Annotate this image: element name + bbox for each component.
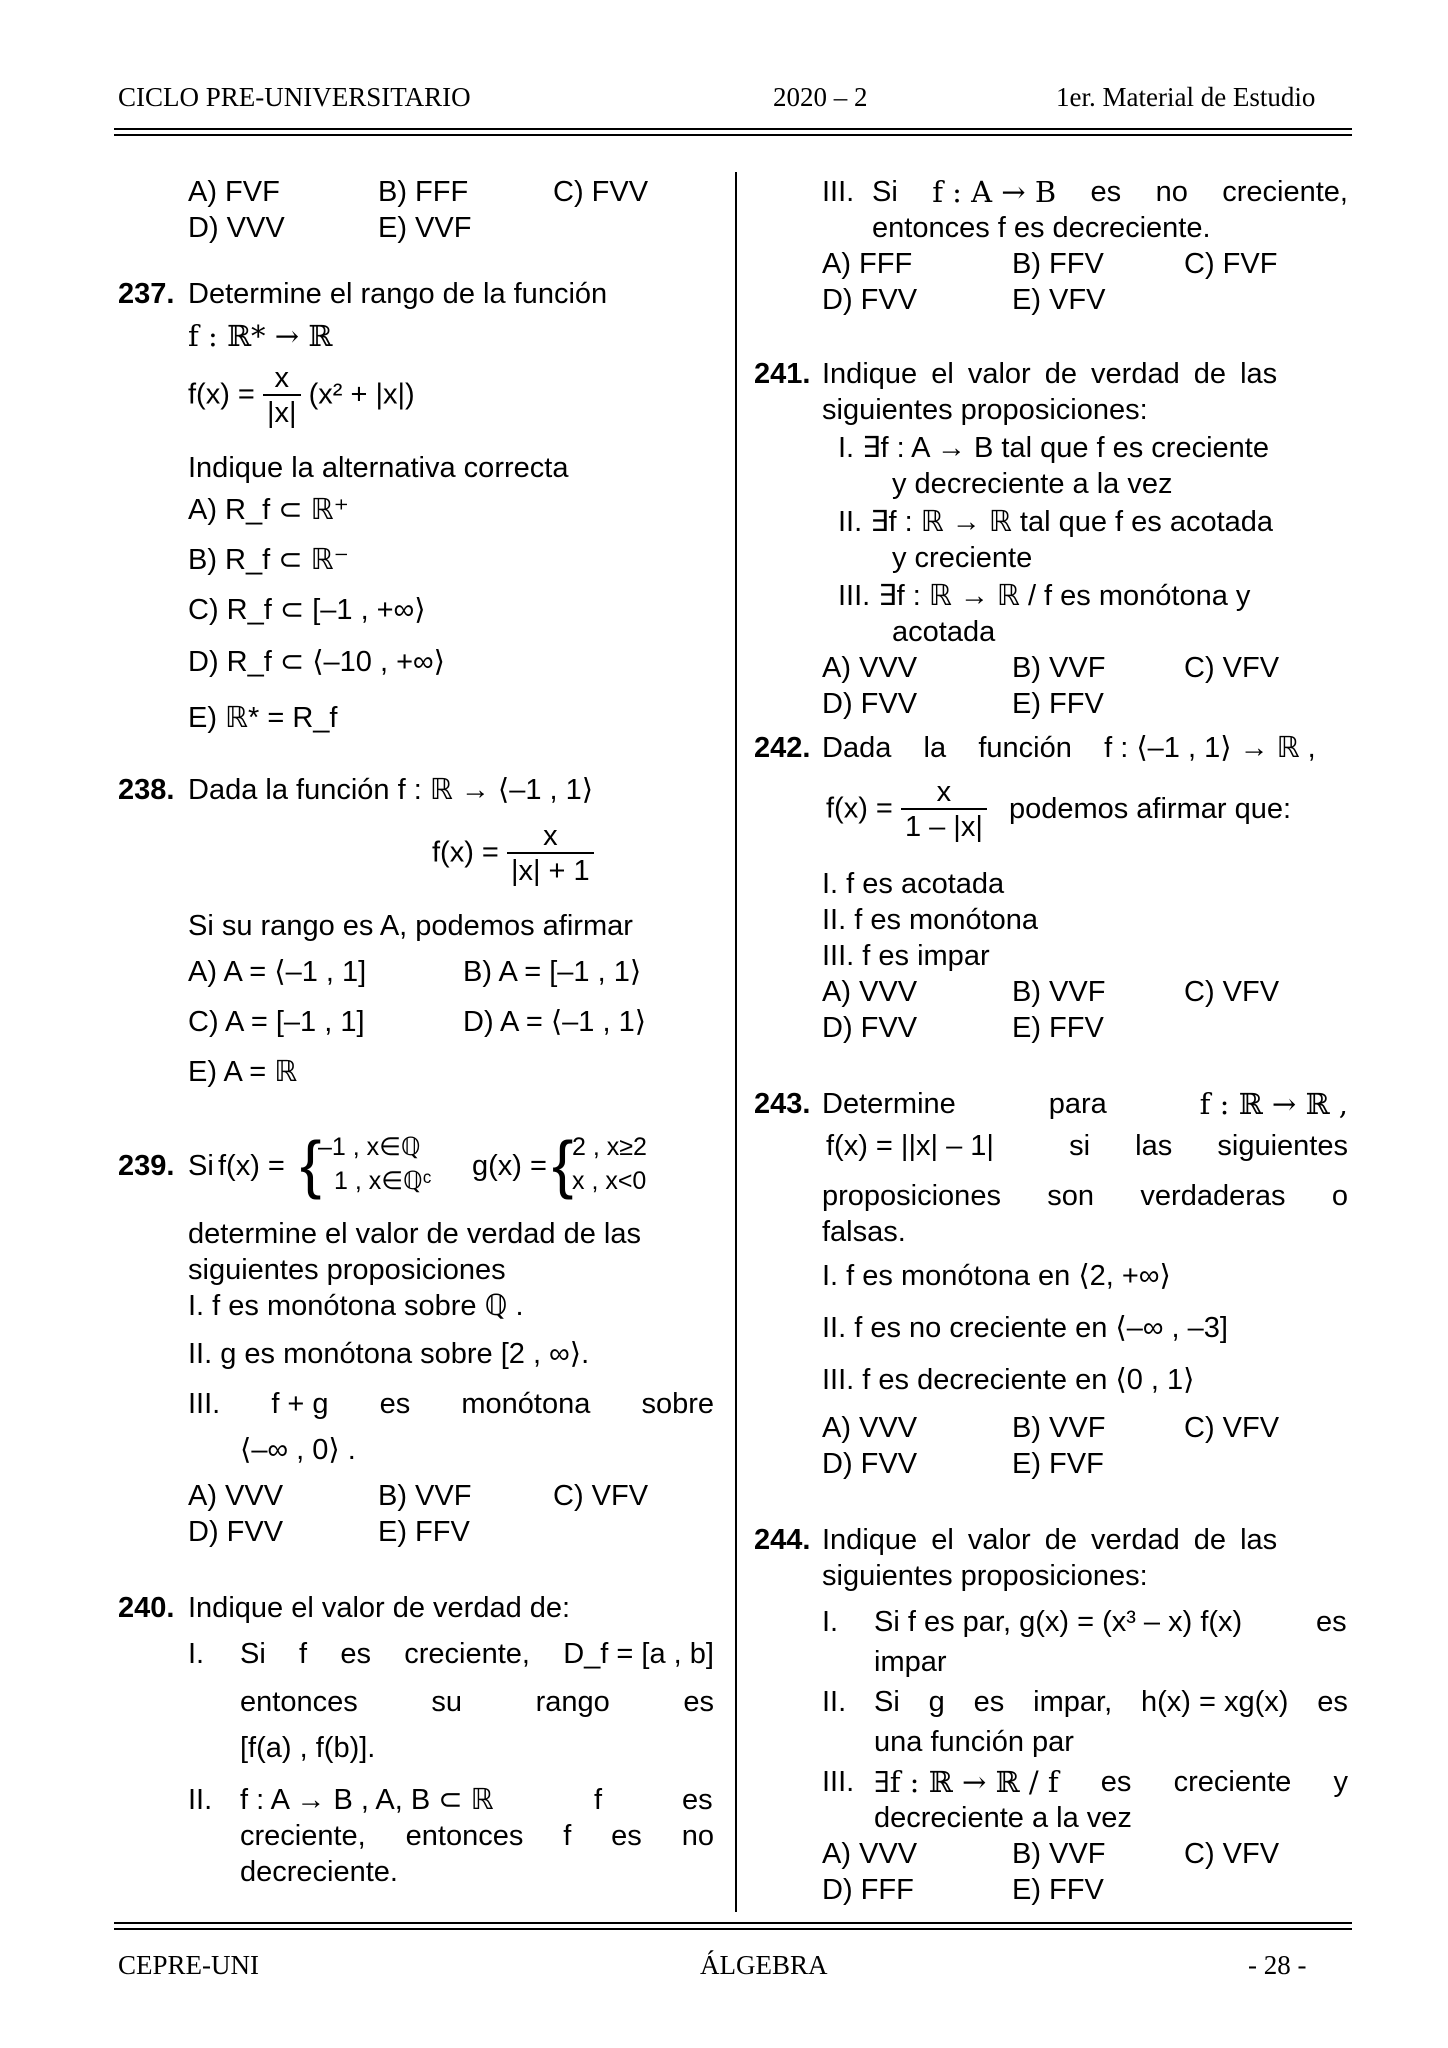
q242-number: 242. bbox=[754, 732, 811, 764]
header-period: 2020 – 2 bbox=[773, 82, 868, 112]
q243-verdaderas: verdaderas bbox=[1140, 1180, 1286, 1212]
q240-i3-creciente: creciente, bbox=[1222, 176, 1348, 208]
q239-prop3-es: es bbox=[379, 1388, 411, 1420]
q242-fx: f(x) = bbox=[826, 792, 893, 825]
q243-option-c: C) VFV bbox=[1184, 1412, 1280, 1444]
q238-option-e: E) A = ℝ bbox=[188, 1056, 298, 1088]
q241-option-c: C) VFV bbox=[1184, 652, 1280, 684]
q244-p2-hx: h(x) = xg(x) bbox=[1141, 1686, 1289, 1718]
q240-item2-num: II. bbox=[188, 1784, 213, 1816]
q240-item2-map: f : A → B , A, B ⊂ ℝ bbox=[240, 1784, 494, 1816]
q240-option-a: A) FFF bbox=[822, 248, 913, 280]
q244-p2-es: es bbox=[973, 1686, 1005, 1718]
q243-son: son bbox=[1047, 1180, 1095, 1212]
q238-option-c: C) A = [–1 , 1] bbox=[188, 1006, 365, 1038]
q243-siguientes: siguientes bbox=[1217, 1130, 1348, 1162]
q239-prop3-num: III. bbox=[188, 1388, 221, 1420]
q239-line1: determine el valor de verdad de las bbox=[188, 1218, 641, 1250]
q243-prop1: I. f es monótona en ⟨2, +∞⟩ bbox=[822, 1260, 1171, 1292]
header-course: CICLO PRE-UNIVERSITARIO bbox=[118, 82, 471, 112]
q239-prop2: II. g es monótona sobre [2 , ∞⟩. bbox=[188, 1338, 590, 1370]
q241-prop3: III. ∃f : ℝ → ℝ / f es monótona y bbox=[838, 580, 1251, 612]
q239-g-brace: { bbox=[552, 1128, 574, 1200]
q238-statement: Dada la función f : ℝ → ⟨–1 , 1⟩ bbox=[188, 774, 594, 806]
q244-prop1-num: I. bbox=[822, 1606, 839, 1638]
q241-prop3-cont: acotada bbox=[892, 616, 996, 648]
q241-option-e: E) FFV bbox=[1012, 688, 1104, 720]
footer-page-number: - 28 - bbox=[1248, 1950, 1307, 1980]
q243-o: o bbox=[1331, 1180, 1348, 1212]
q244-p3-creciente: creciente bbox=[1173, 1766, 1292, 1798]
q242-option-c: C) VFV bbox=[1184, 976, 1280, 1008]
q240-item3-line2: entonces f es decreciente. bbox=[872, 212, 1211, 244]
q239-option-a: A) VVV bbox=[188, 1480, 284, 1512]
q237-frac-num: x bbox=[274, 362, 289, 394]
q240-option-c: C) FVF bbox=[1184, 248, 1278, 280]
q239-g-case2: x , x<0 bbox=[572, 1167, 647, 1195]
q239-prop3-monotona: monótona bbox=[461, 1388, 591, 1420]
q239-fx: f(x) = bbox=[218, 1150, 285, 1182]
header-material: 1er. Material de Estudio bbox=[1056, 82, 1316, 112]
q242-frac-den: 1 – |x| bbox=[901, 808, 987, 844]
q242-option-d: D) FVV bbox=[822, 1012, 918, 1044]
q239-line2: siguientes proposiciones bbox=[188, 1254, 506, 1286]
q239-option-e: E) FFV bbox=[378, 1516, 470, 1548]
q242-prop3: III. f es impar bbox=[822, 940, 990, 972]
q240-item2-line3: decreciente. bbox=[240, 1856, 398, 1888]
q244-p2-si: Si bbox=[874, 1686, 900, 1718]
q240-i3-si: Si bbox=[872, 176, 898, 208]
q242-statement: Dada la función f : ⟨–1 , 1⟩ → ℝ , bbox=[822, 732, 1316, 764]
q242-option-e: E) FFV bbox=[1012, 1012, 1104, 1044]
q239-prop1: I. f es monótona sobre ℚ . bbox=[188, 1290, 524, 1322]
q243-line1 bbox=[822, 1086, 1348, 1123]
q244-p3-map: ∃f : ℝ → ℝ / f bbox=[874, 1765, 1059, 1799]
q239-f-case2: 1 , x∈ℚᶜ bbox=[334, 1167, 432, 1195]
q239-option-d: D) FVV bbox=[188, 1516, 284, 1548]
q238-option-a: A) A = ⟨–1 , 1] bbox=[188, 956, 367, 988]
q240-i2-entonces: entonces bbox=[405, 1820, 524, 1852]
footer-rule-top bbox=[114, 1922, 1352, 1924]
q244-option-e: E) FFV bbox=[1012, 1874, 1104, 1906]
q240-i2-creciente: creciente, bbox=[240, 1820, 366, 1852]
q243-line3 bbox=[822, 1178, 1348, 1215]
q240-option-d: D) FVV bbox=[822, 284, 918, 316]
q238-prompt: Si su rango es A, podemos afirmar bbox=[188, 910, 633, 942]
footer-subject: ÁLGEBRA bbox=[700, 1950, 828, 1980]
q240-item3-num: III. bbox=[822, 176, 855, 208]
q244-p2-impar: impar, bbox=[1033, 1686, 1113, 1718]
q239-f-brace: { bbox=[300, 1128, 322, 1200]
q244-option-a: A) VVV bbox=[822, 1838, 918, 1870]
q239-option-b: B) VVF bbox=[378, 1480, 472, 1512]
q243-map: f : ℝ → ℝ , bbox=[1199, 1087, 1348, 1121]
q241-number: 241. bbox=[754, 358, 811, 390]
q240-item1-num: I. bbox=[188, 1638, 205, 1670]
q240-item2-f: f bbox=[594, 1784, 603, 1816]
q238-fx: f(x) = bbox=[432, 836, 499, 869]
q243-line2 bbox=[826, 1128, 1348, 1165]
q240-i2-es2: es bbox=[611, 1820, 642, 1852]
q240-i1-rango: rango bbox=[535, 1686, 610, 1718]
q236-option-e: E) VVF bbox=[378, 212, 472, 244]
q242-formula bbox=[826, 776, 1291, 844]
q241-line2: siguientes proposiciones: bbox=[822, 394, 1148, 426]
q238-number: 238. bbox=[118, 774, 175, 806]
q244-prop2-line1 bbox=[874, 1684, 1348, 1721]
q240-item2-es: es bbox=[682, 1784, 713, 1816]
q239-si: Si bbox=[188, 1150, 214, 1182]
q242-tail: podemos afirmar que: bbox=[1008, 792, 1292, 825]
q244-p2-es2: es bbox=[1317, 1686, 1348, 1718]
q239-f-case1: –1 , x∈ℚ bbox=[318, 1133, 421, 1161]
q240-i3-es: es bbox=[1090, 176, 1122, 208]
q241-prop2: II. ∃f : ℝ → ℝ tal que f es acotada bbox=[838, 506, 1274, 538]
q243-para: para bbox=[1048, 1088, 1107, 1120]
q241-option-b: B) VVF bbox=[1012, 652, 1106, 684]
q244-prop1-impar: impar bbox=[874, 1646, 947, 1678]
q236-option-b: B) FFF bbox=[378, 176, 469, 208]
q243-option-e: E) FVF bbox=[1012, 1448, 1104, 1480]
q240-item1-range: [f(a) , f(b)]. bbox=[240, 1732, 376, 1764]
q243-prop3: III. f es decreciente en ⟨0 , 1⟩ bbox=[822, 1364, 1195, 1396]
q243-proposiciones: proposiciones bbox=[822, 1180, 1001, 1212]
q238-option-b: B) A = [–1 , 1⟩ bbox=[463, 956, 642, 988]
q240-i1-si: Si bbox=[240, 1638, 266, 1670]
q244-p3-y: y bbox=[1333, 1766, 1348, 1798]
footer-institution: CEPRE-UNI bbox=[118, 1950, 259, 1980]
q241-prop1: I. ∃f : A → B tal que f es creciente bbox=[838, 432, 1269, 464]
q237-number: 237. bbox=[118, 278, 175, 310]
q237-fx: f(x) = bbox=[188, 378, 255, 411]
q244-prop3-line1 bbox=[874, 1764, 1348, 1801]
q239-prop3-fg: f + g bbox=[271, 1388, 329, 1420]
q240-i1-es2: es bbox=[683, 1686, 714, 1718]
q237-option-b: B) R_f ⊂ ℝ⁻ bbox=[188, 544, 349, 576]
q240-i1-su: su bbox=[431, 1686, 462, 1718]
q244-p2-g: g bbox=[928, 1686, 945, 1718]
q243-prop2: II. f es no creciente en ⟨–∞ , –3] bbox=[822, 1312, 1228, 1344]
q242-frac-num: x bbox=[936, 776, 952, 808]
q237-domain: f : ℝ* → ℝ bbox=[188, 319, 333, 353]
q238-frac-num: x bbox=[543, 820, 558, 852]
footer-rule-bottom bbox=[114, 1928, 1352, 1930]
q244-option-c: C) VFV bbox=[1184, 1838, 1280, 1870]
q240-item3-line1 bbox=[872, 174, 1348, 211]
q241-prop2-cont: y creciente bbox=[892, 542, 1033, 574]
q243-las: las bbox=[1135, 1130, 1173, 1162]
q243-option-b: B) VVF bbox=[1012, 1412, 1106, 1444]
q244-prop3-num: III. bbox=[822, 1766, 855, 1798]
q240-number: 240. bbox=[118, 1592, 175, 1624]
q244-line2: siguientes proposiciones: bbox=[822, 1560, 1148, 1592]
q244-p3-es: es bbox=[1100, 1766, 1132, 1798]
q237-option-e: E) ℝ* = R_f bbox=[188, 702, 338, 734]
q240-i3-no: no bbox=[1155, 176, 1188, 208]
q238-frac-den: |x| + 1 bbox=[507, 852, 594, 888]
q237-option-d: D) R_f ⊂ ⟨–10 , +∞⟩ bbox=[188, 646, 445, 678]
q239-prop3-sobre: sobre bbox=[641, 1388, 714, 1420]
q241-option-d: D) FVV bbox=[822, 688, 918, 720]
q240-i2-no: no bbox=[681, 1820, 714, 1852]
q239-number: 239. bbox=[118, 1150, 175, 1182]
q243-option-d: D) FVV bbox=[822, 1448, 918, 1480]
q240-i1-entonces: entonces bbox=[240, 1686, 358, 1718]
q237-frac-den: |x| bbox=[263, 394, 301, 430]
q243-determine: Determine bbox=[822, 1088, 956, 1120]
q243-fx: f(x) = ||x| – 1| bbox=[826, 1130, 994, 1162]
q244-option-b: B) VVF bbox=[1012, 1838, 1106, 1870]
q240-i1-domain: D_f = [a , b] bbox=[563, 1638, 714, 1670]
q240-option-b: B) FFV bbox=[1012, 248, 1104, 280]
q244-prop2-num: II. bbox=[822, 1686, 847, 1718]
q240-i3-map: f : A → B bbox=[932, 175, 1057, 209]
q239-g-case1: 2 , x≥2 bbox=[572, 1133, 647, 1161]
q241-option-a: A) VVV bbox=[822, 652, 918, 684]
q239-option-c: C) VFV bbox=[553, 1480, 649, 1512]
q238-option-d: D) A = ⟨–1 , 1⟩ bbox=[463, 1006, 647, 1038]
q237-option-c: C) R_f ⊂ [–1 , +∞⟩ bbox=[188, 594, 426, 626]
q239-gx: g(x) = bbox=[472, 1150, 547, 1182]
q243-number: 243. bbox=[754, 1088, 811, 1120]
q241-line1: Indique el valor de verdad de las bbox=[822, 358, 1278, 390]
q242-prop1: I. f es acotada bbox=[822, 868, 1005, 900]
q237-prompt: Indique la alternativa correcta bbox=[188, 452, 569, 484]
q243-si: si bbox=[1069, 1130, 1091, 1162]
q237-statement-text: Determine el rango de la función bbox=[188, 278, 608, 310]
q244-option-d: D) FFF bbox=[822, 1874, 914, 1906]
q244-prop1-text: Si f es par, g(x) = (x³ – x) f(x) bbox=[874, 1606, 1243, 1638]
q236-option-a: A) FVF bbox=[188, 176, 280, 208]
q244-prop2-line2: una función par bbox=[874, 1726, 1074, 1758]
q236-option-d: D) VVV bbox=[188, 212, 285, 244]
q240-statement: Indique el valor de verdad de: bbox=[188, 1592, 571, 1624]
q236-option-c: C) FVV bbox=[553, 176, 649, 208]
q242-option-b: B) VVF bbox=[1012, 976, 1106, 1008]
q243-line4: falsas. bbox=[822, 1216, 906, 1248]
q237-option-a: A) R_f ⊂ ℝ⁺ bbox=[188, 494, 349, 526]
q240-option-e: E) VFV bbox=[1012, 284, 1106, 316]
q241-prop1-cont: y decreciente a la vez bbox=[892, 468, 1173, 500]
q239-prop3-interval: ⟨–∞ , 0⟩ . bbox=[240, 1434, 356, 1466]
q244-prop1-es: es bbox=[1316, 1606, 1347, 1638]
q242-prop2: II. f es monótona bbox=[822, 904, 1039, 936]
q242-option-a: A) VVV bbox=[822, 976, 918, 1008]
q240-i2-f2: f bbox=[563, 1820, 572, 1852]
q242-fraction bbox=[901, 776, 987, 844]
q243-option-a: A) VVV bbox=[822, 1412, 918, 1444]
q244-number: 244. bbox=[754, 1524, 811, 1556]
q240-i1-es: es bbox=[340, 1638, 371, 1670]
q240-i1-creciente: creciente, bbox=[404, 1638, 530, 1670]
q244-line1: Indique el valor de verdad de las bbox=[822, 1524, 1278, 1556]
q240-i1-f: f bbox=[299, 1638, 308, 1670]
q237-paren: (x² + |x|) bbox=[308, 378, 415, 411]
q244-prop3-line2: decreciente a la vez bbox=[874, 1802, 1132, 1834]
